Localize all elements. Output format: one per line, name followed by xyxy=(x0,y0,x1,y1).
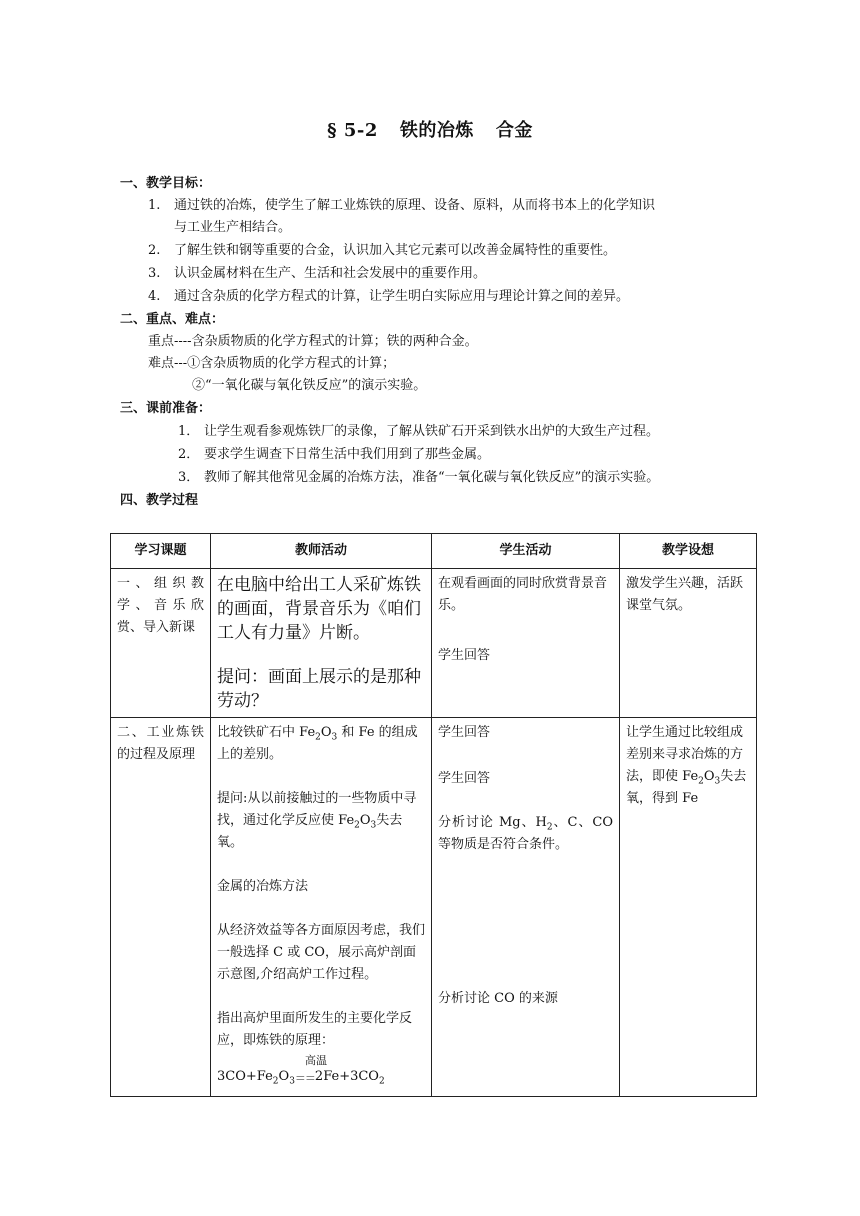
title-section-number: § 5-2 xyxy=(327,120,378,141)
prep-item-3 xyxy=(178,469,659,487)
difficulty-line-2: ②“一氧化碳与氧化铁反应”的演示实验。 xyxy=(192,378,427,393)
header-teacher: 教师活动 xyxy=(211,534,432,569)
page-title xyxy=(0,116,860,142)
prep-item-1 xyxy=(178,423,659,441)
section-heading-keypoints: 二、重点、难点： xyxy=(120,312,225,327)
goal-text: 认识金属材料在生产、生活和社会发展中的重要作用。 xyxy=(174,266,487,281)
difficulty-line-1: 难点---①含杂质物质的化学方程式的计算； xyxy=(148,356,396,371)
row2-idea xyxy=(620,718,757,1097)
goal-item-1-cont: 与工业生产相结合。 xyxy=(174,220,292,235)
row1-idea xyxy=(620,569,757,718)
row2-topic xyxy=(111,718,211,1097)
row2-student-line4: 分析讨论 CO 的来源 xyxy=(438,991,558,1006)
row2-teacher-p4: 从经济效益等各方面原因考虑，我们一般选择 C 或 CO，展示高炉剖面示意图,介绍高炉工作过程。 xyxy=(217,923,426,982)
table-row xyxy=(111,569,757,718)
goal-number: 1. xyxy=(148,198,161,213)
header-topic: 学习课题 xyxy=(111,534,211,569)
prep-number: 1． xyxy=(178,424,200,439)
equals-sign: ＝＝ xyxy=(294,1072,315,1085)
row2-teacher-p5: 指出高炉里面所发生的主要化学反应，即炼铁的原理： xyxy=(217,1011,413,1048)
goal-text: 通过含杂质的化学方程式的计算，让学生明白实际应用与理论计算之间的差异。 xyxy=(174,289,630,304)
section-heading-process: 四、教学过程 xyxy=(120,493,199,508)
row2-topic-text: 二、工业炼铁的过程及原理 xyxy=(117,725,204,762)
row2-student-line1: 学生回答 xyxy=(438,725,491,740)
row1-topic-text: 一、组织教学、音乐欣赏、导入新课 xyxy=(117,576,204,635)
reaction-condition: 高温 xyxy=(305,1054,327,1067)
goal-item-4 xyxy=(148,288,629,306)
goal-text: 了解生铁和钢等重要的合金，认识加入其它元素可以改善金属特性的重要性。 xyxy=(174,243,617,258)
row1-student-line1: 在观看画面的同时欣赏背景音乐。 xyxy=(438,576,608,613)
table-header-row xyxy=(111,534,757,569)
row1-student-line2: 学生回答 xyxy=(438,648,491,663)
header-student: 学生活动 xyxy=(432,534,620,569)
reaction-equation: $3CO+Fe_2O_3$ 高温 $==2Fe+3CO_2$ xyxy=(217,1066,385,1090)
row2-teacher-p2: 提问:从以前接触过的一些物质中寻找，通过化学反应使 $Fe_2O_3$失去氧。 xyxy=(217,791,417,850)
row2-teacher xyxy=(211,718,432,1097)
keypoint-line: 重点----含杂质物质的化学方程式的计算；铁的两种合金。 xyxy=(148,334,478,349)
goal-item-2 xyxy=(148,242,616,260)
prep-text: 教师了解其他常见金属的冶炼方法，准备“一氧化碳与氧化铁反应”的演示实验。 xyxy=(204,470,660,485)
prep-text: 要求学生调查下日常生活中我们用到了那些金属。 xyxy=(204,447,491,462)
row2-teacher-p3: 金属的冶炼方法 xyxy=(217,879,309,894)
prep-text: 让学生观看参观炼铁厂的录像，了解从铁矿石开采到铁水出炉的大致生产过程。 xyxy=(204,424,660,439)
row1-teacher xyxy=(211,569,432,718)
prep-number: 3． xyxy=(178,470,200,485)
prep-number: 2． xyxy=(178,447,200,462)
row1-teacher-line1: 在电脑中给出工人采矿炼铁的画面，背景音乐为《咱们工人有力量》片断。 xyxy=(217,575,421,643)
goal-number: 2. xyxy=(148,243,161,258)
prep-item-2 xyxy=(178,446,490,464)
goal-text: 通过铁的冶炼，使学生了解工业炼铁的原理、设备、原料，从而将书本上的化学知识 xyxy=(174,198,656,213)
row2-student-line2: 学生回答 xyxy=(438,771,491,786)
row1-teacher-line2: 提问：画面上展示的是那种劳动？ xyxy=(217,667,421,711)
table-row xyxy=(111,718,757,1097)
row2-student-line3: 分析讨论 Mg、$H_2$、C、CO 等物质是否符合条件。 xyxy=(438,815,613,852)
lesson-table xyxy=(110,533,757,1097)
goal-item-3 xyxy=(148,265,486,283)
row1-idea-text: 激发学生兴趣，活跃课堂气氛。 xyxy=(626,576,744,613)
row2-teacher-p1: 比较铁矿石中 $Fe_2O_3$ 和 Fe 的组成上的差别。 xyxy=(217,725,418,762)
goal-item-1 xyxy=(148,197,655,215)
header-idea: 教学设想 xyxy=(620,534,757,569)
title-main: 铁的冶炼 xyxy=(399,120,474,141)
section-heading-goals: 一、教学目标： xyxy=(120,176,212,191)
section-heading-preparation: 三、课前准备： xyxy=(120,401,212,416)
row1-topic xyxy=(111,569,211,718)
row2-idea-text: 让学生通过比较组成差别来寻求冶炼的方法，即使 $Fe_2O_3$失去氧，得到 Fe xyxy=(626,725,747,806)
goal-number: 3. xyxy=(148,266,161,281)
row2-student xyxy=(432,718,620,1097)
row1-student xyxy=(432,569,620,718)
goal-number: 4. xyxy=(148,289,161,304)
title-sub: 合金 xyxy=(495,120,533,141)
